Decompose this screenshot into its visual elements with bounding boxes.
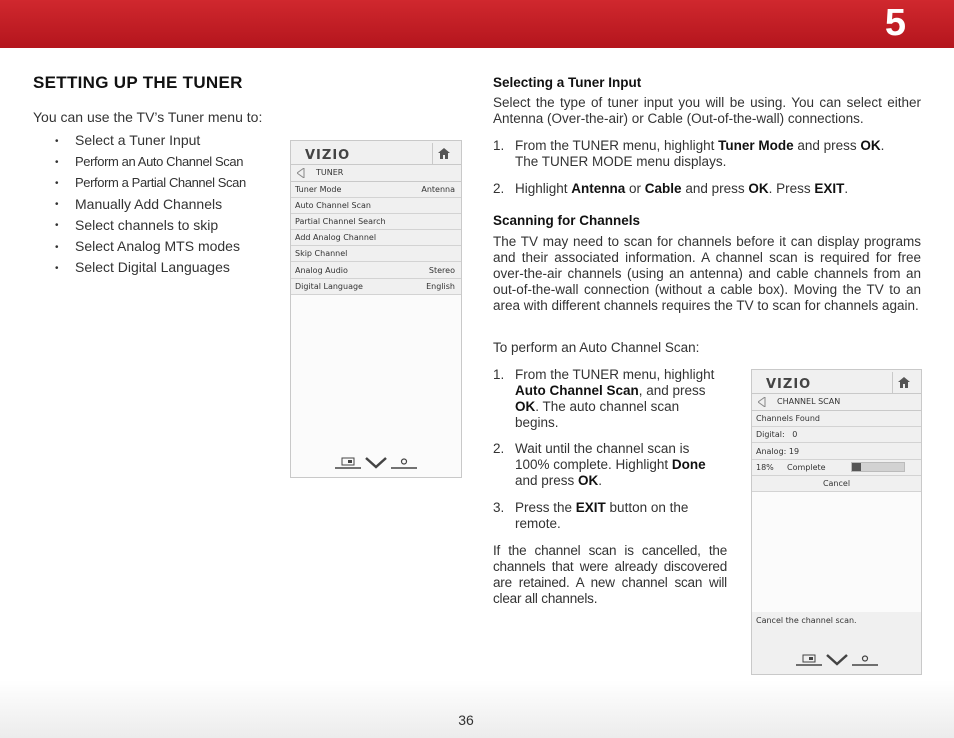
paragraph: If the channel scan is cancelled, the channels that were already discovered are retained. A new channel scan will clear all channels.: [493, 543, 727, 606]
bullet-icon: •: [55, 220, 59, 232]
chevron-down-icon[interactable]: [365, 457, 387, 469]
back-arrow-icon[interactable]: [297, 168, 305, 178]
list-item: • Select channels to skip: [55, 215, 246, 236]
tuner-menu-screen: [290, 140, 462, 478]
menu-item-analog-audio[interactable]: Analog Audio Stereo: [291, 262, 461, 279]
home-icon: [898, 377, 910, 388]
page-number: 36: [458, 712, 474, 728]
gear-icon[interactable]: [391, 457, 417, 469]
help-text: Cancel the channel scan.: [756, 616, 857, 625]
bullet-icon: •: [55, 178, 59, 190]
vizio-logo: VIZIO: [766, 377, 812, 392]
menu-footer-icons: [335, 457, 425, 471]
list-item: • Perform a Partial Channel Scan: [55, 172, 246, 193]
scan-progress-row: [752, 459, 921, 476]
cancel-button[interactable]: Cancel: [752, 475, 921, 492]
menu-empty-area: [291, 295, 461, 477]
intro-text: You can use the TV’s Tuner menu to:: [33, 109, 263, 125]
digital-count: Digital: 0: [752, 426, 921, 443]
feature-list: [55, 130, 246, 278]
channels-found-label: Channels Found: [752, 410, 921, 427]
menu-empty-area: [752, 492, 921, 612]
menu-header: [752, 393, 921, 411]
gear-icon[interactable]: [852, 654, 878, 666]
progress-bar: [851, 462, 905, 472]
menu-item-digital-language[interactable]: Digital Language English: [291, 278, 461, 295]
bullet-icon: •: [55, 241, 59, 253]
progress-fill: [852, 463, 861, 471]
menu-item-partial-channel-search[interactable]: Partial Channel Search: [291, 213, 461, 230]
section-heading: SETTING UP THE TUNER: [33, 73, 243, 92]
picture-icon[interactable]: [796, 654, 822, 666]
list-item: • Manually Add Channels: [55, 194, 246, 215]
paragraph: Select the type of tuner input you will be using. You can select either Antenna (Over-the-air) or Cable (Out-of-the-wall) connections.: [493, 95, 921, 126]
bullet-icon: •: [55, 135, 59, 147]
vizio-logo: VIZIO: [305, 148, 351, 163]
bullet-icon: •: [55, 157, 59, 169]
list-item: • Select Digital Languages: [55, 257, 246, 278]
paragraph: The TV may need to scan for channels before it can display programs and their associated information. A channel scan is required for free over-the-air channels (using an antenna) and cable channels from an out-of-the-wall connection (without a cable box). Moving the TV to an area with different channels requires the TV to scan for channels again.: [493, 234, 921, 313]
footer-band: [0, 680, 954, 738]
back-arrow-icon[interactable]: [758, 397, 766, 407]
paragraph: To perform an Auto Channel Scan:: [493, 340, 700, 355]
channel-scan-screen: [751, 369, 922, 675]
home-button[interactable]: [892, 372, 917, 394]
menu-item-tuner-mode[interactable]: Tuner Mode Antenna: [291, 181, 461, 198]
list-item: • Select Analog MTS modes: [55, 236, 246, 257]
subsection-heading: Scanning for Channels: [493, 213, 641, 228]
bullet-icon: •: [55, 199, 59, 211]
subsection-heading: Selecting a Tuner Input: [493, 75, 642, 90]
bullet-icon: •: [55, 262, 59, 274]
menu-item-skip-channel[interactable]: Skip Channel: [291, 245, 461, 262]
chevron-down-icon[interactable]: [826, 654, 848, 666]
list-item: • Perform an Auto Channel Scan: [55, 151, 246, 172]
menu-footer-icons: [796, 654, 886, 668]
home-button[interactable]: [432, 143, 457, 165]
home-icon: [438, 148, 450, 159]
progress-status: Complete: [787, 463, 826, 472]
menu-item-auto-channel-scan[interactable]: Auto Channel Scan: [291, 197, 461, 214]
list-item: • Select a Tuner Input: [55, 130, 246, 151]
analog-count: Analog: 19: [752, 443, 921, 460]
menu-title: TUNER: [316, 168, 344, 177]
progress-percent: 18%: [756, 463, 774, 472]
menu-item-add-analog-channel[interactable]: Add Analog Channel: [291, 229, 461, 246]
chapter-number: 5: [884, 2, 906, 44]
menu-title: CHANNEL SCAN: [777, 397, 841, 406]
menu-header: [291, 164, 461, 182]
picture-icon[interactable]: [335, 457, 361, 469]
chapter-banner: [0, 0, 954, 48]
